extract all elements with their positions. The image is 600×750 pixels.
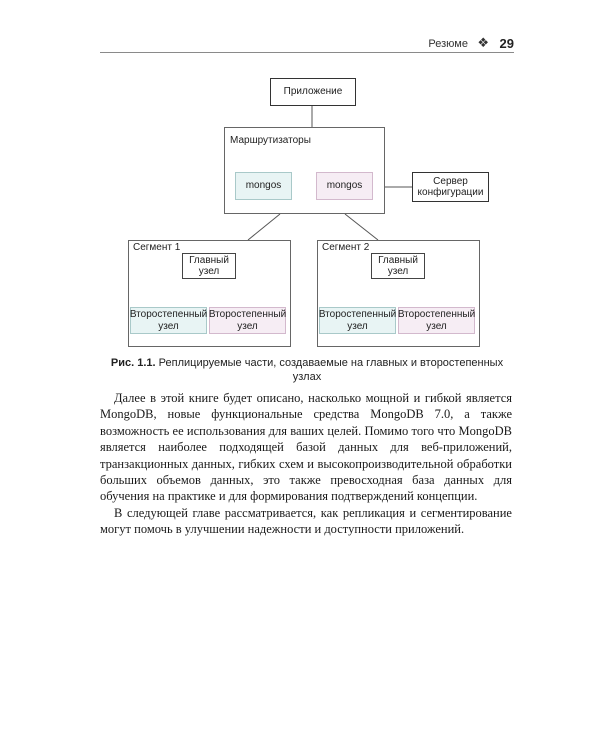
paragraph-1: Далее в этой книге будет описано, насколько мощной и гибкой является MongoDB, новые функциональные средства MongoDB 7.0, а также возможность ее использования для ваших целей. Помимо того что MongoDB является наиболее подходящей базой данных для веб-приложений, транзакционных данных, гибких схем и высокопроизводительной обработки больших объемов данных, это также превосходная база данных для обучения на практике и для формирования подтверждений концепции. xyxy=(100,391,512,504)
section-name: Резюме xyxy=(428,38,468,50)
mongos-2-node: mongos xyxy=(316,172,373,200)
segment-1-secondary-1-node: Второстепенный узел xyxy=(130,307,207,334)
caption-text: Реплицируемые части, создаваемые на главных и второстепенных узлах xyxy=(158,357,504,383)
mongos-1-node: mongos xyxy=(235,172,292,200)
figure-caption xyxy=(100,356,514,384)
segment-2-primary-node: Главный узел xyxy=(371,253,425,279)
routers-label: Маршрутизаторы xyxy=(230,135,311,146)
segment-1-label: Сегмент 1 xyxy=(133,242,181,253)
segment-2-label: Сегмент 2 xyxy=(322,242,370,253)
routers-to-segment-2-line xyxy=(345,214,378,240)
config-server-node: Сервер конфигурации xyxy=(412,172,489,202)
caption-label: Рис. 1.1. xyxy=(110,357,156,369)
segment-2-secondary-2-node: Второстепенный узел xyxy=(398,307,475,334)
paragraph-2: В следующей главе рассматривается, как репликация и сегментирование могут помочь в улучшении надежности и доступности приложений. xyxy=(100,505,512,537)
body-text xyxy=(100,390,512,538)
segment-1-primary-node: Главный узел xyxy=(182,253,236,279)
sharding-diagram xyxy=(0,0,600,360)
page-number: 29 xyxy=(499,36,514,51)
segment-1-secondary-2-node: Второстепенный узел xyxy=(209,307,286,334)
ornament-icon: ❖ xyxy=(477,35,489,50)
segment-2-secondary-1-node: Второстепенный узел xyxy=(319,307,396,334)
routers-to-segment-1-line xyxy=(248,214,280,240)
app-node: Приложение xyxy=(270,78,356,106)
